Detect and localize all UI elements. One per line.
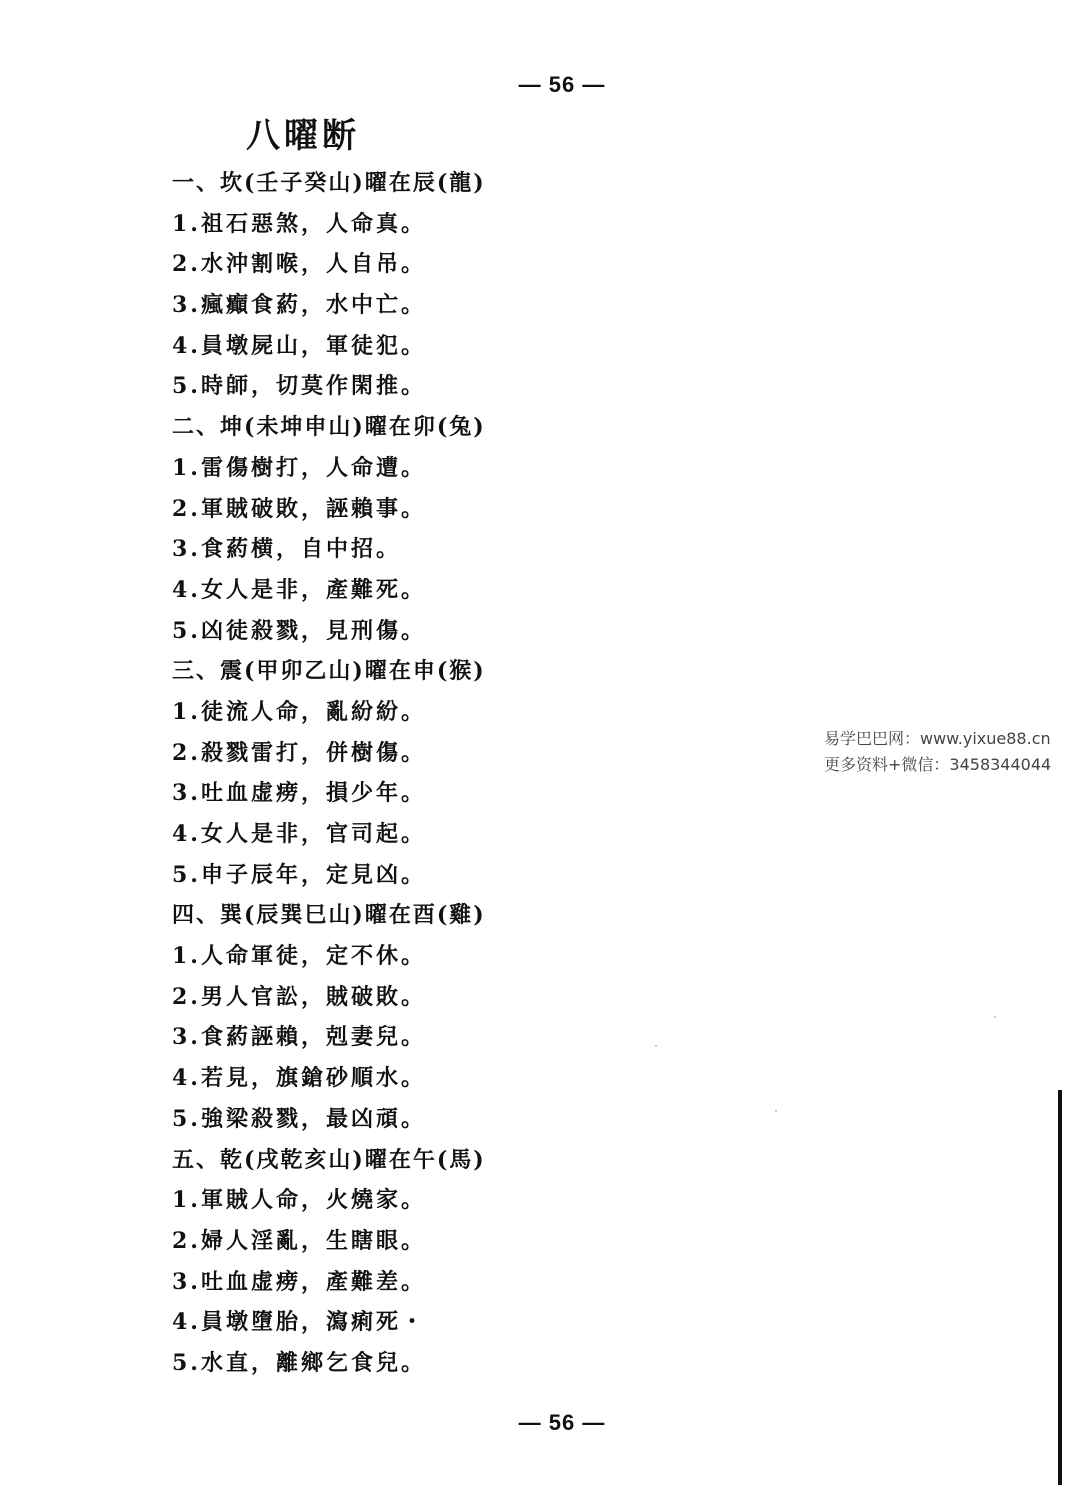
section-heading: 一、坎(壬子癸山)曜在辰(龍) <box>172 170 486 196</box>
verse-list <box>172 163 652 1384</box>
watermark-line-contact: 更多资料+微信：3458344044 <box>824 755 1052 774</box>
verse-line: 5.申子辰年，定見凶。 <box>172 861 426 888</box>
verse-line: 4.員墩墮胎，瀉痢死・ <box>172 1309 426 1336</box>
watermark <box>824 726 1074 778</box>
watermark-line-site: 易学巴巴网：www.yixue88.cn <box>824 729 1051 748</box>
verse-line: 4.若見，旗鎗砂順水。 <box>172 1065 426 1092</box>
page-title: 八曜断 <box>246 116 360 156</box>
verse-line: 5.凶徒殺戮，見刑傷。 <box>172 617 426 644</box>
verse-line: 1.祖石惡煞，人命真。 <box>172 210 426 237</box>
section-heading: 二、坤(未坤申山)曜在卯(兔) <box>172 414 486 441</box>
section-heading: 四、巽(辰巽巳山)曜在酉(雞) <box>172 902 486 929</box>
verse-line: 3.瘋癲食葯，水中亡。 <box>172 292 426 319</box>
verse-line: 3.吐血虚痨，產難差。 <box>172 1268 426 1295</box>
verse-line: 1.徒流人命，亂紛紛。 <box>172 698 426 725</box>
section-heading: 三、震(甲卯乙山)曜在申(猴) <box>172 658 486 685</box>
scan-speck <box>655 1045 657 1047</box>
verse-line: 4.員墩屍山，軍徒犯。 <box>172 332 426 359</box>
verse-line: 1.人命軍徒，定不休。 <box>172 943 426 970</box>
verse-line: 2.軍賊破敗，誣賴事。 <box>172 495 426 522</box>
section-heading: 五、乾(戌乾亥山)曜在午(馬) <box>172 1146 486 1173</box>
verse-line: 2.男人官訟，賊破敗。 <box>172 983 426 1010</box>
verse-line: 2.殺戮雷打，併樹傷。 <box>172 739 426 766</box>
verse-line: 5.水直，離鄉乞食兒。 <box>172 1349 426 1376</box>
verse-line: 1.軍賊人命，火燒家。 <box>172 1187 426 1214</box>
verse-line: 2.水沖割喉，人自吊。 <box>172 251 426 278</box>
scan-speck <box>994 1016 996 1018</box>
verse-line: 3.吐血虚痨，損少年。 <box>172 780 426 807</box>
page-number-top: — 56 — <box>518 72 606 97</box>
verse-line: 3.食葯横，自中招。 <box>172 536 401 563</box>
verse-line: 1.雷傷樹打，人命遭。 <box>172 454 426 481</box>
verse-line: 5.強梁殺戮，最凶頑。 <box>172 1105 426 1132</box>
verse-line: 5.時師，切莫作閑推。 <box>172 373 426 400</box>
scan-speck <box>775 1110 777 1112</box>
verse-line: 2.婦人淫亂，生瞎眼。 <box>172 1227 426 1254</box>
page-number-bottom: — 56 — <box>518 1410 606 1435</box>
verse-line: 4.女人是非，產難死。 <box>172 576 426 603</box>
verse-line: 3.食葯誣賴，剋妻兒。 <box>172 1024 426 1051</box>
verse-line: 4.女人是非，官司起。 <box>172 821 426 847</box>
